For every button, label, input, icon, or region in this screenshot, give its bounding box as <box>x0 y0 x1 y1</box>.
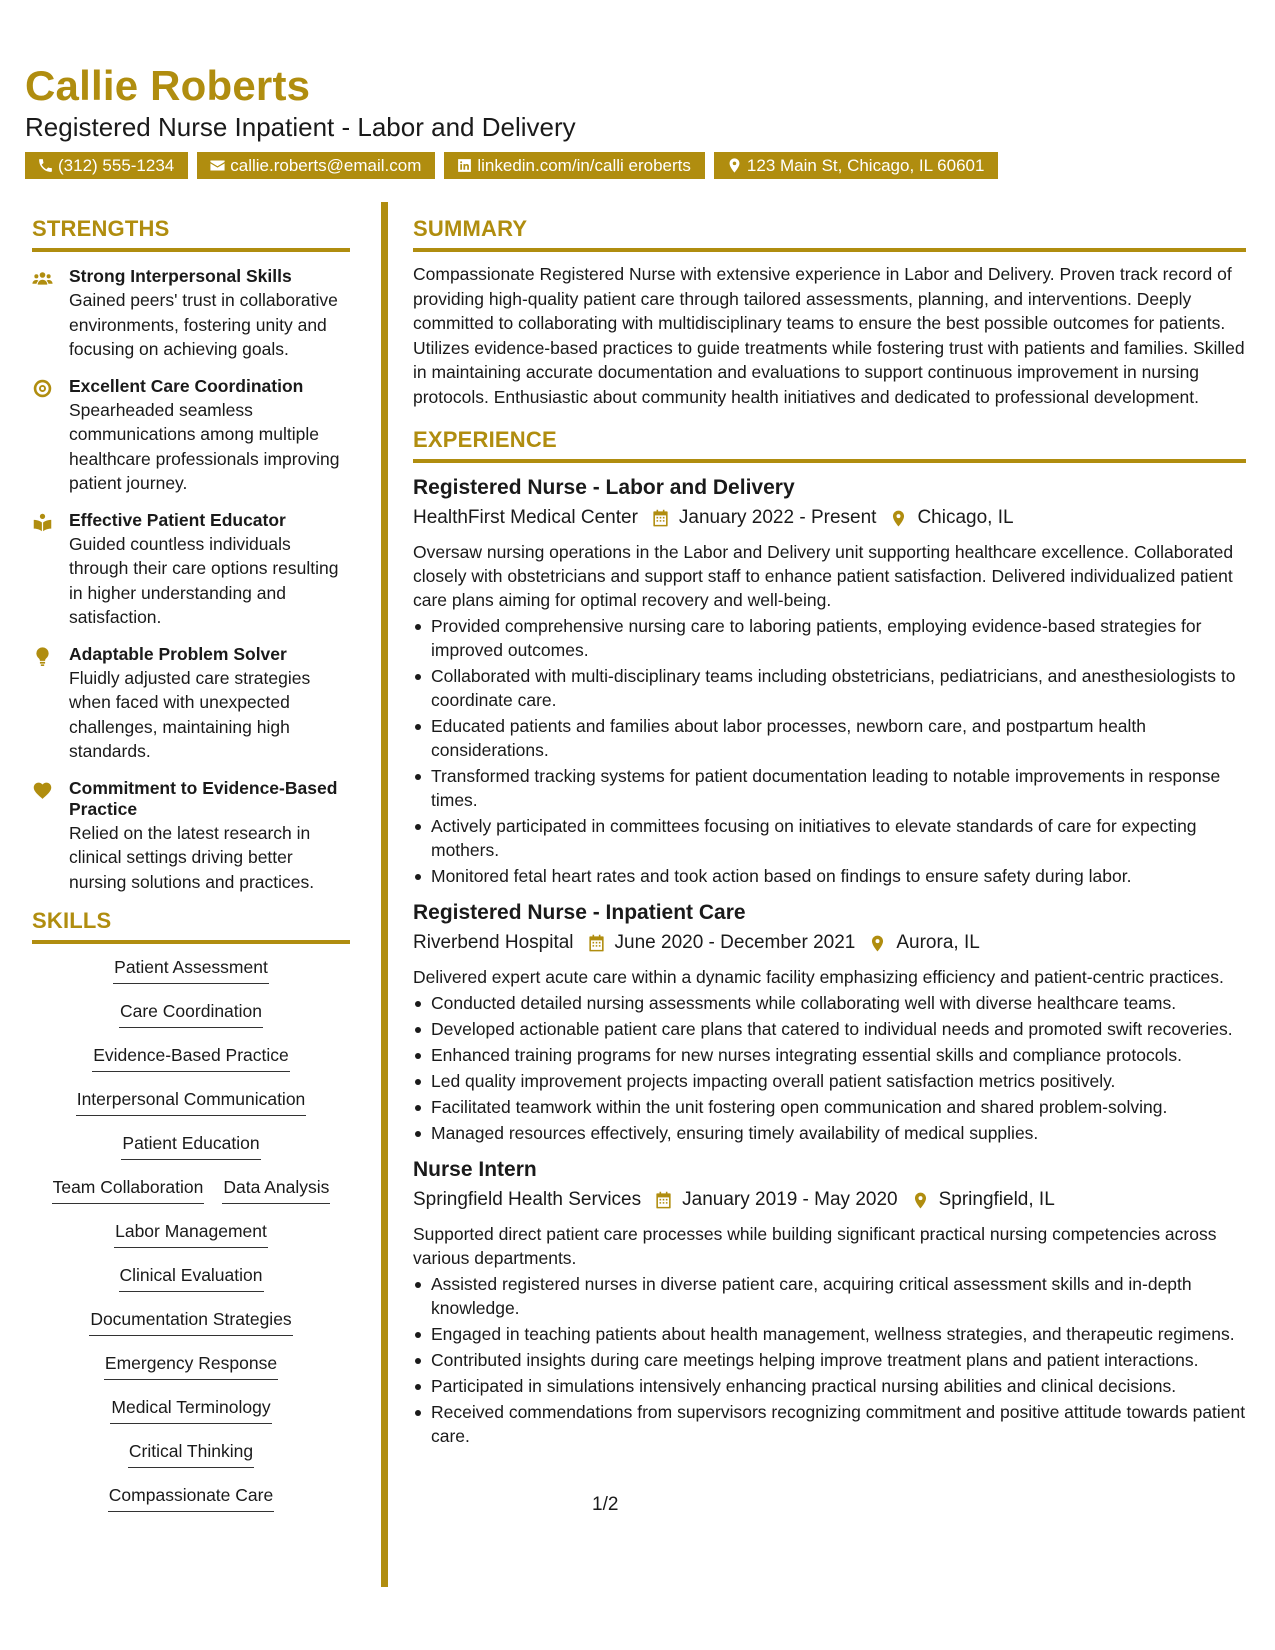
email-text: callie.roberts@email.com <box>230 156 422 175</box>
job-description: Delivered expert acute care within a dynamic facility emphasizing efficiency and patient-centric practices. <box>413 967 1224 987</box>
job-bullet: Received commendations from supervisors recognizing commitment and positive attitude towards patient care. <box>413 1400 1246 1448</box>
phone-icon <box>37 157 54 174</box>
calendar-icon <box>651 509 670 528</box>
strength-title: Adaptable Problem Solver <box>69 643 287 664</box>
skill-tag: Data Analysis <box>222 1174 330 1204</box>
job-bullet: Led quality improvement projects impacting overall patient satisfaction metrics positively. <box>413 1069 1246 1093</box>
strength-desc: Relied on the latest research in clinical settings driving better nursing solutions and practices. <box>69 822 315 892</box>
job-bullet: Contributed insights during care meetings helping improve treatment plans and patient interactions. <box>413 1348 1246 1372</box>
job-company: Riverbend Hospital <box>413 932 574 953</box>
strength-desc: Gained peers' trust in collaborative environments, fostering unity and focusing on achieving goals. <box>69 290 338 359</box>
job-dates: January 2019 - May 2020 <box>682 1189 898 1210</box>
skill-tag: Patient Assessment <box>113 954 269 984</box>
experience-heading: EXPERIENCE <box>413 427 1246 463</box>
users-icon <box>32 268 53 289</box>
job-location: Aurora, IL <box>896 932 980 953</box>
job-bullet: Facilitated teamwork within the unit fostering open communication and shared problem-solving. <box>413 1095 1246 1119</box>
job-bullet: Enhanced training programs for new nurses integrating essential skills and compliance protocols. <box>413 1043 1246 1067</box>
skill-tag: Care Coordination <box>119 998 263 1028</box>
contact-linkedin[interactable] <box>444 152 705 179</box>
strength-item <box>32 266 350 362</box>
job-dates: June 2020 - December 2021 <box>614 932 856 953</box>
job-location: Chicago, IL <box>917 507 1014 528</box>
skill-tag: Labor Management <box>114 1218 268 1248</box>
strength-item <box>32 778 350 895</box>
skill-tag: Interpersonal Communication <box>76 1086 307 1116</box>
job-dates: January 2022 - Present <box>678 507 877 528</box>
job-bullet: Educated patients and families about labor processes, newborn care, and postpartum health considerations. <box>413 714 1246 762</box>
job-bullets <box>413 1272 1246 1448</box>
candidate-name: Callie Roberts <box>25 62 311 109</box>
job-bullets <box>413 991 1246 1145</box>
job-title: Registered Nurse - Labor and Delivery <box>413 476 795 499</box>
map-pin-icon <box>726 157 743 174</box>
summary-text: Compassionate Registered Nurse with extensive experience in Labor and Delivery. Proven track record of providing high-quality patient care through tailored assessments, planning, and interventions. Deeply committed to collaborating with multidisciplinary teams to ensure the best possible outcomes for patients. Utilizes evidence-based practices to guide treatments while fostering trust with patients and families. Skilled in maintaining accurate documentation and evaluations to support continuous improvement in nursing protocols. Enthusiastic about community health initiatives and dedicated to professional development. <box>413 264 1245 407</box>
job-meta <box>413 1186 1246 1214</box>
phone-text: (312) 555-1234 <box>58 156 175 175</box>
book-reader-icon <box>32 512 53 533</box>
strength-title: Strong Interpersonal Skills <box>69 266 292 286</box>
skill-tag: Documentation Strategies <box>89 1306 292 1336</box>
job-company: Springfield Health Services <box>413 1189 642 1210</box>
job-bullet: Provided comprehensive nursing care to laboring patients, employing evidence-based strategies for improved outcomes. <box>413 614 1246 662</box>
strength-title: Excellent Care Coordination <box>69 375 304 396</box>
job-entry <box>413 1157 1246 1448</box>
strength-item <box>32 510 350 630</box>
job-bullet: Conducted detailed nursing assessments while collaborating well with diverse healthcare teams. <box>413 991 1246 1015</box>
right-column <box>413 216 1246 1450</box>
strength-item <box>32 376 350 496</box>
skill-tag: Clinical Evaluation <box>119 1262 264 1292</box>
contact-phone[interactable] <box>25 152 188 179</box>
job-bullet: Collaborated with multi-disciplinary teams including obstetricians, pediatricians, and anesthesiologists to coordinate care. <box>413 664 1246 712</box>
strength-desc: Guided countless individuals through their care options resulting in higher understanding and satisfaction. <box>69 533 339 627</box>
target-icon <box>32 378 53 399</box>
job-entry <box>413 900 1246 1145</box>
job-meta <box>413 504 1246 532</box>
job-meta <box>413 929 1246 957</box>
contact-address <box>714 152 999 179</box>
job-bullet: Actively participated in committees focusing on initiatives to elevate standards of care for expecting mothers. <box>413 814 1246 862</box>
job-entry <box>413 475 1246 888</box>
skill-tag: Team Collaboration <box>52 1174 205 1204</box>
skill-tag: Evidence-Based Practice <box>92 1042 290 1072</box>
lightbulb-icon <box>32 646 53 667</box>
envelope-icon <box>209 157 226 174</box>
job-title: Registered Nurse - Inpatient Care <box>413 901 746 924</box>
calendar-icon <box>654 1191 673 1210</box>
linkedin-text: linkedin.com/in/calli eroberts <box>477 156 691 175</box>
summary-heading: SUMMARY <box>413 216 1246 252</box>
calendar-icon <box>587 934 606 953</box>
skill-tag: Emergency Response <box>104 1350 278 1380</box>
job-company: HealthFirst Medical Center <box>413 507 638 528</box>
strength-title: Commitment to Evidence-Based Practice <box>69 777 338 819</box>
job-bullet: Transformed tracking systems for patient documentation leading to notable improvements in response times. <box>413 764 1246 812</box>
skill-tag: Medical Terminology <box>110 1394 271 1424</box>
heart-icon <box>32 780 53 801</box>
map-pin-icon <box>911 1191 930 1210</box>
strengths-list <box>32 266 350 894</box>
job-bullet: Developed actionable patient care plans that catered to individual needs and promoted swift recoveries. <box>413 1017 1246 1041</box>
linkedin-icon <box>456 157 473 174</box>
skill-tag: Critical Thinking <box>128 1438 254 1468</box>
job-bullet: Monitored fetal heart rates and took action based on findings to ensure safety during labor. <box>413 864 1246 888</box>
strength-item <box>32 644 350 764</box>
strength-title: Effective Patient Educator <box>69 509 286 530</box>
job-bullet: Managed resources effectively, ensuring timely availability of medical supplies. <box>413 1121 1246 1145</box>
job-bullet: Engaged in teaching patients about health management, wellness strategies, and therapeutic regimens. <box>413 1322 1246 1346</box>
column-divider <box>381 202 388 1587</box>
strength-desc: Spearheaded seamless communications among multiple healthcare professionals improving patient journey. <box>69 399 340 493</box>
job-bullets <box>413 614 1246 888</box>
page-number: 1/2 <box>592 1494 619 1515</box>
skills-heading: SKILLS <box>32 908 350 944</box>
strengths-heading: STRENGTHS <box>32 216 350 252</box>
candidate-headline: Registered Nurse Inpatient - Labor and Delivery <box>25 112 576 142</box>
skill-tag: Patient Education <box>121 1130 260 1160</box>
contact-bar <box>25 152 998 179</box>
map-pin-icon <box>868 934 887 953</box>
skill-tag: Compassionate Care <box>108 1482 274 1512</box>
job-description: Oversaw nursing operations in the Labor and Delivery unit supporting healthcare excellence. Collaborated closely with obstetricians and support staff to enhance patient satisfaction. Delivered individualized patient care plans aiming for optimal recovery and well-being. <box>413 542 1234 610</box>
job-location: Springfield, IL <box>938 1189 1055 1210</box>
job-description: Supported direct patient care processes while building significant practical nursing competencies across various departments. <box>413 1224 1217 1268</box>
map-pin-icon <box>889 509 908 528</box>
strength-desc: Fluidly adjusted care strategies when faced with unexpected challenges, maintaining high standards. <box>69 667 311 761</box>
left-column <box>32 216 350 1512</box>
job-title: Nurse Intern <box>413 1158 537 1181</box>
address-text: 123 Main St, Chicago, IL 60601 <box>746 156 985 175</box>
skills-list <box>32 954 350 1512</box>
contact-email[interactable] <box>197 152 435 179</box>
job-bullet: Assisted registered nurses in diverse patient care, acquiring critical assessment skills and in-depth knowledge. <box>413 1272 1246 1320</box>
job-bullet: Participated in simulations intensively enhancing practical nursing abilities and clinical decisions. <box>413 1374 1246 1398</box>
